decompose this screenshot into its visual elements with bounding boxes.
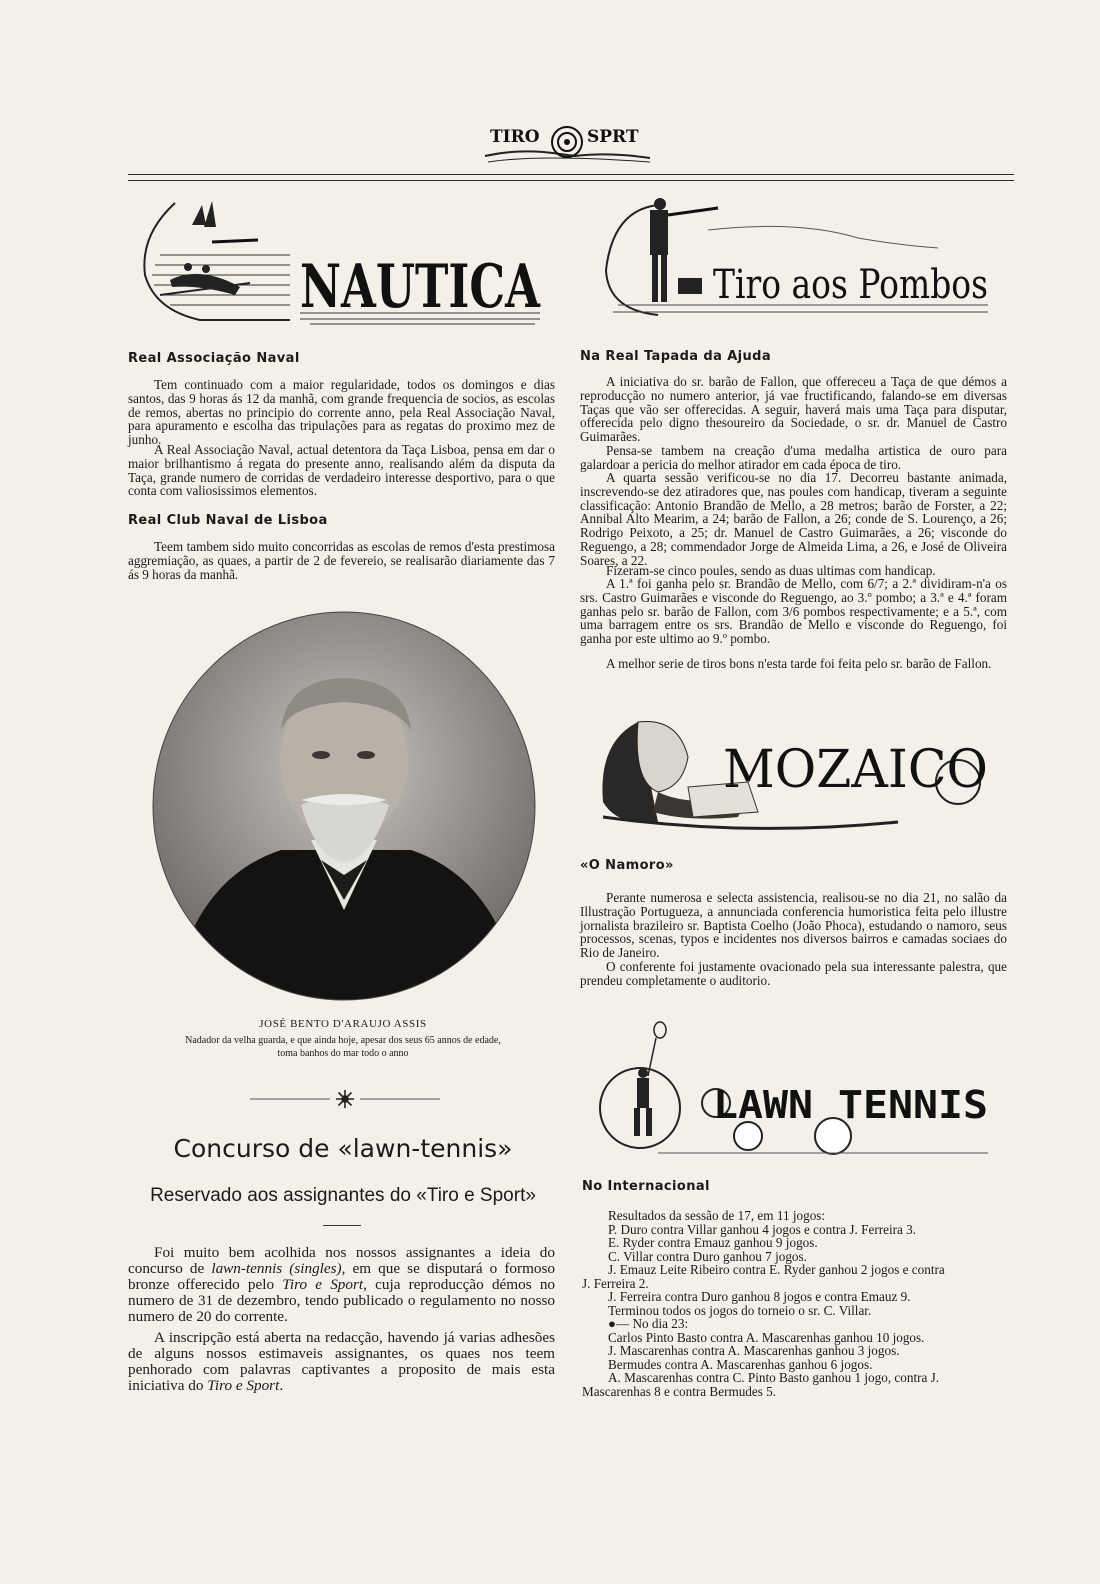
tapada-ajuda-heading: Na Real Tapada da Ajuda — [580, 349, 772, 364]
internacional-heading: No Internacional — [582, 1179, 710, 1194]
tennis-line: Carlos Pinto Basto contra A. Mascarenhas ganhou 10 jogos. — [608, 1329, 925, 1345]
masthead-rule — [128, 174, 1014, 181]
tennis-line: A. Mascarenhas contra C. Pinto Basto ganhou 1 jogo, contra J. — [608, 1370, 940, 1385]
tiro-para4: Fizeram-se cinco poules, sendo as duas ultimas com handicap. — [606, 563, 936, 578]
tennis-line: Resultados da sessão de 17, em 11 jogos: — [608, 1208, 826, 1223]
real-associacao-naval-para2: A Real Associação Naval, actual detentora da Taça Lisboa, pensa em dar o maior brilhantismo á regata do presente anno, realisando além da disputa da Taça, grande numero de corridas de verdadeiro interesse desportivo, para o que conta com valiosissimos elementos. — [128, 442, 555, 499]
tennis-line: J. Emauz Leite Ribeiro contra E. Ryder ganhou 2 jogos e contra — [608, 1262, 945, 1277]
portrait-caption — [128, 1034, 558, 1060]
mozaico-banner — [598, 712, 993, 834]
tiro-banner — [598, 190, 993, 325]
tennis-results — [582, 1209, 1009, 1398]
svg-text:SPRT: SPRT — [587, 127, 639, 147]
tiro-para3: A quarta sessão verificou-se no dia 17. Decorreu bastante animada, inscrevendo-se dez atiradores que, nas poules com handicap, tiveram a seguinte classificação: Antonio Brandão de Mello, a 28 metros; barão de Forster, a 22; Annibal Alto Mearim, a 24; barão de Fallon, a 26; conde de S. Lourenço, a 26; Rodrigo Peixoto, a 25; dr. Manuel de Castro Guimarães, a 26; visconde do Reguengo, a 28; commendador Jorge de Almeida Lima, a 26, e José de Oliveira Soares, a 22. — [580, 470, 1007, 568]
concurso-para1-text-c: , cuja reproducção démos no numero de 31 de dezembro, tendo publicado o regulamento no nosso numero de 20 do corrente. — [128, 1276, 556, 1325]
nautica-banner — [140, 195, 545, 330]
tiro-para2: Pensa-se tambem na creação d'uma medalha artistica de ouro para galardoar a pericia do melhor atirador em cada época de tiro. — [580, 443, 1007, 472]
tiro-banner-title: Tiro aos Pombos — [713, 262, 988, 308]
tennis-line: J. Ferreira 2. — [582, 1275, 649, 1291]
tennis-line: J. Ferreira contra Duro ganhou 8 jogos e contra Emauz 9. — [608, 1289, 911, 1304]
masthead-logo — [480, 118, 655, 168]
section-divider — [250, 1088, 440, 1110]
tennis-line-day23 — [582, 1317, 1009, 1331]
tiro-para1: A iniciativa do sr. barão de Fallon, que offereceu a Taça de que démos a reproducção no numero anterior, já vae fructificando, falando-se em diversas Taças que vão ser offerecidas. A seguir, haverá mais uma Taça para disputar, offerecida pelo digno thesoureiro da Sociedade, o sr. dr. Manuel de Castro Guimarães. — [580, 374, 1007, 445]
real-associacao-naval-heading: Real Associação Naval — [128, 351, 300, 366]
short-rule — [323, 1225, 361, 1226]
bullet-icon: ●— — [608, 1316, 633, 1331]
concurso-para2-text-b: . — [279, 1377, 284, 1394]
mozaico-para1: Perante numerosa e selecta assistencia, realisou-se no dia 21, no salão da Illustração Portugueza, a annunciada conferencia humoristica feita pelo illustre jornalista brazileiro sr. Baptista Coelho (João Phoca), estudando o namoro, seus processos, scenas, typos e incidentes nos diversos bairros e camadas sociaes do Rio de Janeiro. — [580, 890, 1007, 961]
concurso-para1-em1: lawn-tennis (singles) — [211, 1260, 342, 1277]
concurso-para1-text-a: Foi muito bem acolhida nos nossos assignantes a ideia do concurso de — [128, 1244, 555, 1277]
svg-text:TIRO: TIRO — [490, 127, 540, 147]
portrait-caption-line1: Nadador da velha guarda, e que ainda hoje, apesar dos seus 65 annos de edade, — [185, 1035, 501, 1046]
tiro-para5: A 1.ª foi ganha pelo sr. Brandão de Mello, com 6/7; a 2.ª dividiram-n'a os srs. Castro Guimarães e visconde do Reguengo, ao 3.º pombo; a 3.ª e 4.ª foram ganhas pelo sr. barão de Fallon, com 3/6 pombos respectivamente; e a 5.ª, com uma barragem entre os srs. Brandão de Mello e visconde do Reguengo, foi ganha por este ultimo ao 9.º pombo. — [580, 576, 1007, 647]
tennis-line-day23-text: No dia 23: — [632, 1316, 689, 1331]
concurso-para1 — [128, 1245, 555, 1325]
namoro-heading: «O Namoro» — [580, 858, 674, 873]
portrait-photo — [151, 610, 537, 1002]
tennis-line: P. Duro contra Villar ganhou 4 jogos e contra J. Ferreira 3. — [608, 1221, 917, 1237]
star-ornament-icon — [336, 1090, 354, 1108]
concurso-para2 — [128, 1330, 555, 1394]
portrait-caption-line2: toma banhos do mar todo o anno — [277, 1048, 409, 1059]
real-associacao-naval-para1: Tem continuado com a maior regularidade, todos os domingos e dias santos, das 9 horas ás 12 da manhã, com grande frequencia de socios, as escolas de remos, abertas no principio do corrente anno, pela Real Associação Naval, para apuramento e escolha das tripulações para as regatas do proximo mez de junho. — [128, 377, 555, 448]
portrait-caption-name: JOSÉ BENTO D'ARAUJO ASSIS — [259, 1018, 427, 1030]
nautica-banner-title: NAUTICA — [300, 252, 542, 322]
tennis-line: Terminou todos os jogos do torneio o sr. C. Villar. — [608, 1302, 872, 1318]
real-club-naval-heading: Real Club Naval de Lisboa — [128, 513, 328, 528]
concurso-para2-text-a: A inscripção está aberta na redacção, havendo já varias adhesões de alguns nossos estimaveis assignantes, os quaes nos teem penhorado com palavras captivantes a proposito de mais esta iniciativa do — [128, 1329, 555, 1394]
real-club-naval-para: Teem tambem sido muito concorridas as escolas de remos d'esta prestimosa aggremiação, as quaes, a partir de 2 de fevereio, se realisarão diariamente das 7 ás 9 horas da manhã. — [128, 539, 555, 582]
mozaico-banner-title: MOZAICO — [723, 740, 988, 800]
tennis-line: C. Villar contra Duro ganhou 7 jogos. — [608, 1248, 807, 1264]
concurso-para1-em2: Tiro e Sport — [282, 1276, 364, 1293]
tennis-banner — [598, 1018, 993, 1158]
tennis-line: Mascarenhas 8 e contra Bermudes 5. — [582, 1383, 777, 1399]
concurso-title: Concurso de «lawn-tennis» — [173, 1134, 513, 1163]
tennis-banner-title: LAWN TENNIS — [713, 1083, 988, 1127]
concurso-subtitle: Reservado aos assignantes do «Tiro e Sport» — [150, 1185, 536, 1206]
tennis-line: E. Ryder contra Emauz ganhou 9 jogos. — [608, 1235, 818, 1250]
mozaico-para2: O conferente foi justamente ovacionado pela sua interessante palestra, que prendeu completamente o auditorio. — [580, 959, 1007, 988]
concurso-para2-em: Tiro e Sport — [207, 1377, 280, 1394]
tennis-line: Bermudes contra A. Mascarenhas ganhou 6 jogos. — [608, 1356, 873, 1372]
concurso-para1-text-b: , em que se disputará o formoso bronze offerecido pelo — [128, 1260, 555, 1293]
tennis-line: J. Mascarenhas contra A. Mascarenhas ganhou 3 jogos. — [608, 1343, 900, 1358]
tiro-para6: A melhor serie de tiros bons n'esta tarde foi feita pelo sr. barão de Fallon. — [606, 656, 992, 671]
